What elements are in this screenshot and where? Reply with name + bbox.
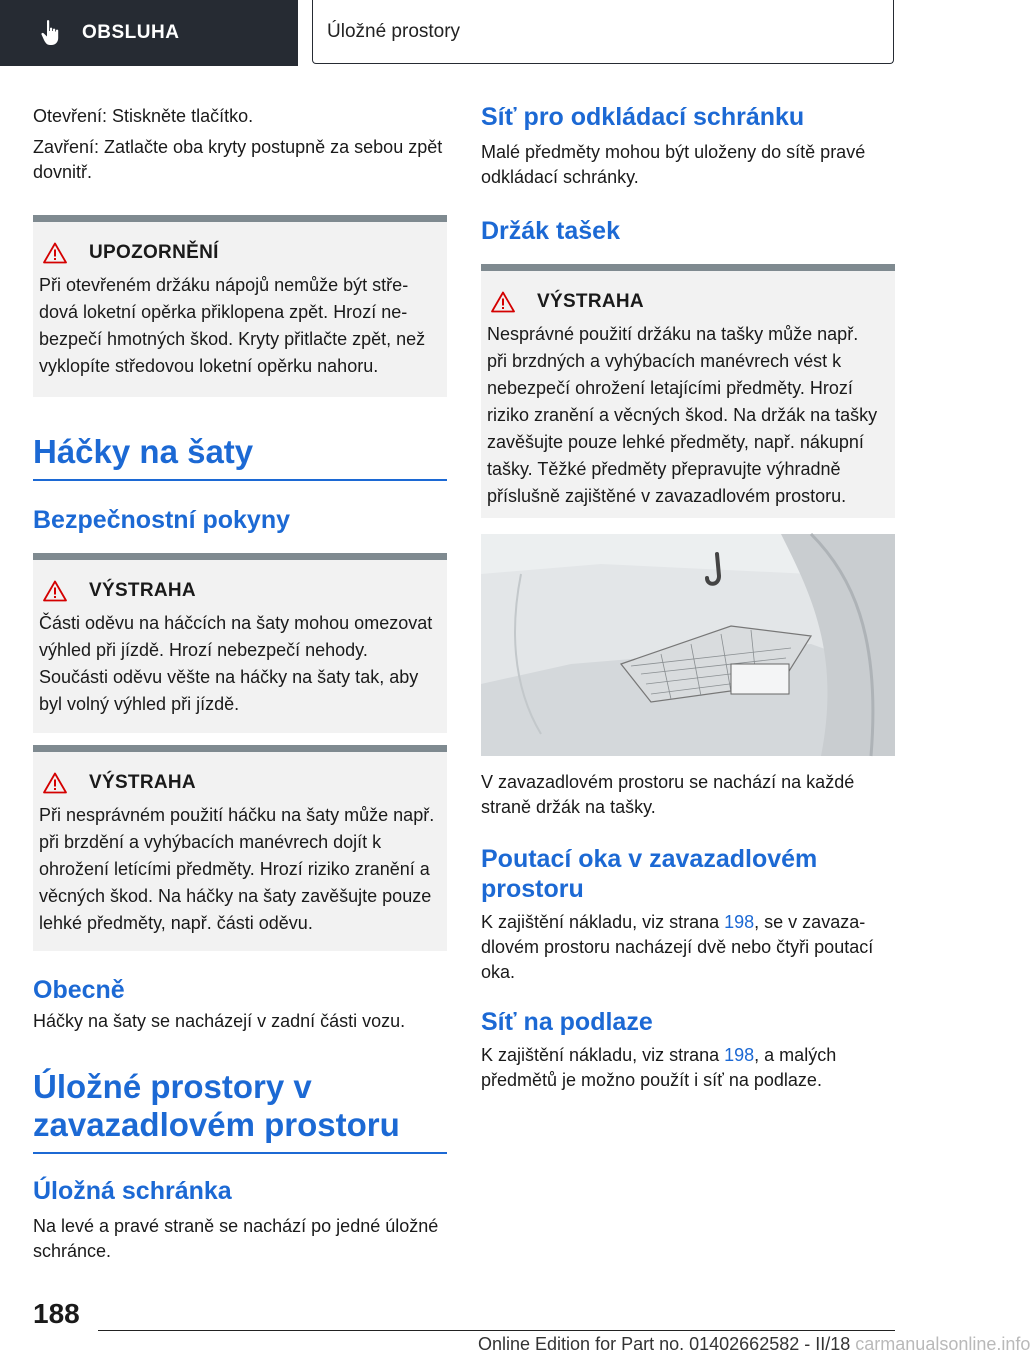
floor-net-text: K zajištění nákladu, viz strana 198, a malých předmětů je možno použít i síť na podlaze.	[481, 1045, 837, 1090]
right-column	[481, 100, 895, 1093]
page-header	[0, 0, 960, 66]
bag-warning-title: VÝSTRAHA	[537, 291, 644, 312]
warning-triangle-icon	[491, 291, 515, 313]
chapter-title-tab	[312, 0, 894, 64]
warning1-text: Části oděvu na háčcích na šaty mohou omezovat výhled při jízdě. Hrozí nebezpečí nehody. Součásti oděvu věšte na háčky na šaty tak, aby byl volný výhled při jízdě.	[39, 613, 433, 714]
bag-holder-text: V zavazadlovém prostoru se nachází na každé straně držák na tašky.	[481, 772, 855, 817]
heading-floor-net: Síť na podlaze	[481, 1008, 653, 1036]
net-text: Malé předměty mohou být uloženy do sítě pravé odkládací schránky.	[481, 142, 866, 187]
warning-box-bag	[481, 264, 895, 518]
page-link-198[interactable]: 198	[724, 912, 755, 932]
section-label: OBSLUHA	[82, 22, 180, 43]
warning-triangle-icon	[43, 580, 67, 602]
open-instruction: Otevření: Stiskněte tlačítko.	[33, 106, 254, 126]
warning-box-1	[33, 553, 447, 733]
footer-divider	[98, 1330, 895, 1331]
heading-luggage-storage: Úložné prostory v zavazadlovém prostoru	[33, 1068, 447, 1154]
compartment-text: Na levé a pravé straně se nachází po jedné úložné schránce.	[33, 1216, 439, 1261]
trunk-bag-hook-illustration	[481, 534, 895, 756]
warning2-title: VÝSTRAHA	[89, 772, 196, 793]
heading-tie-down-eyes: Poutací oka v zavazadlovém prostoru	[481, 845, 818, 903]
caution-text: Při otevřeném držáku nápojů nemůže být středová loketní opěrka přiklopena zpět. Hrozí nebezpečí hmotných škod. Kryty přitlačte zpět, než vyklopíte středovou loketní opěrku nahoru.	[39, 275, 426, 376]
warning1-title: VÝSTRAHA	[89, 580, 196, 601]
caution-title: UPOZORNĚNÍ	[89, 242, 219, 263]
chapter-title: Úložné prostory	[327, 20, 461, 42]
heading-net-compartment: Síť pro odkládací schránku	[481, 103, 805, 131]
warning-triangle-icon	[43, 772, 67, 794]
page-link-198[interactable]: 198	[724, 1045, 755, 1065]
warning-triangle-icon	[43, 242, 67, 264]
close-instruction: Zavření: Zatlačte oba kryty postupně za sebou zpět dovnitř.	[33, 137, 443, 182]
edition-text: Online Edition for Part no. 01402662582 - II/18	[478, 1334, 851, 1354]
bag-warning-text: Nesprávné použití držáku na tašky může např. při brzdných a vyhýbacích manévrech vést k nebezpečí ohrožení letajícími předměty. Hrozí riziko zranění a věcných škod. Na držák na tašky zavěšujte pouze lehké předměty, např. nákupní tašky. Těžké předměty přepravujte výhradně příslušně zajištěné v zavazadlovém prostoru.	[487, 324, 878, 506]
page-number: 188	[33, 1298, 80, 1329]
heading-bag-holder: Držák tašek	[481, 217, 620, 245]
warning2-text: Při nesprávném použití háčku na šaty může např. při brzdění a vyhýbacích manévrech dojít k ohrožení letícími předměty. Hrozí riziko zranění a věcných škod. Na háčky na šaty zavěšujte pouze lehké předměty, např. části oděvu.	[39, 805, 435, 933]
hand-pointer-icon	[40, 19, 64, 47]
heading-storage-compartment: Úložná schránka	[33, 1177, 232, 1205]
section-tab	[0, 0, 298, 66]
heading-general: Obecně	[33, 976, 125, 1004]
caution-box	[33, 215, 447, 397]
heading-clothes-hooks: Háčky na šaty	[33, 433, 447, 481]
tie-down-text: K zajištění nákladu, viz strana 198, se v zavazadlovém prostoru nacházejí dvě nebo čtyři poutací oka.	[481, 912, 874, 982]
footer-watermark: carmanualsonline.info	[855, 1334, 1030, 1354]
warning-box-2	[33, 745, 447, 951]
footer-edition	[478, 1334, 1030, 1355]
left-column	[33, 100, 447, 1264]
heading-safety-notes: Bezpečnostní pokyny	[33, 506, 290, 534]
general-text: Háčky na šaty se nacházejí v zadní části vozu.	[33, 1011, 406, 1031]
